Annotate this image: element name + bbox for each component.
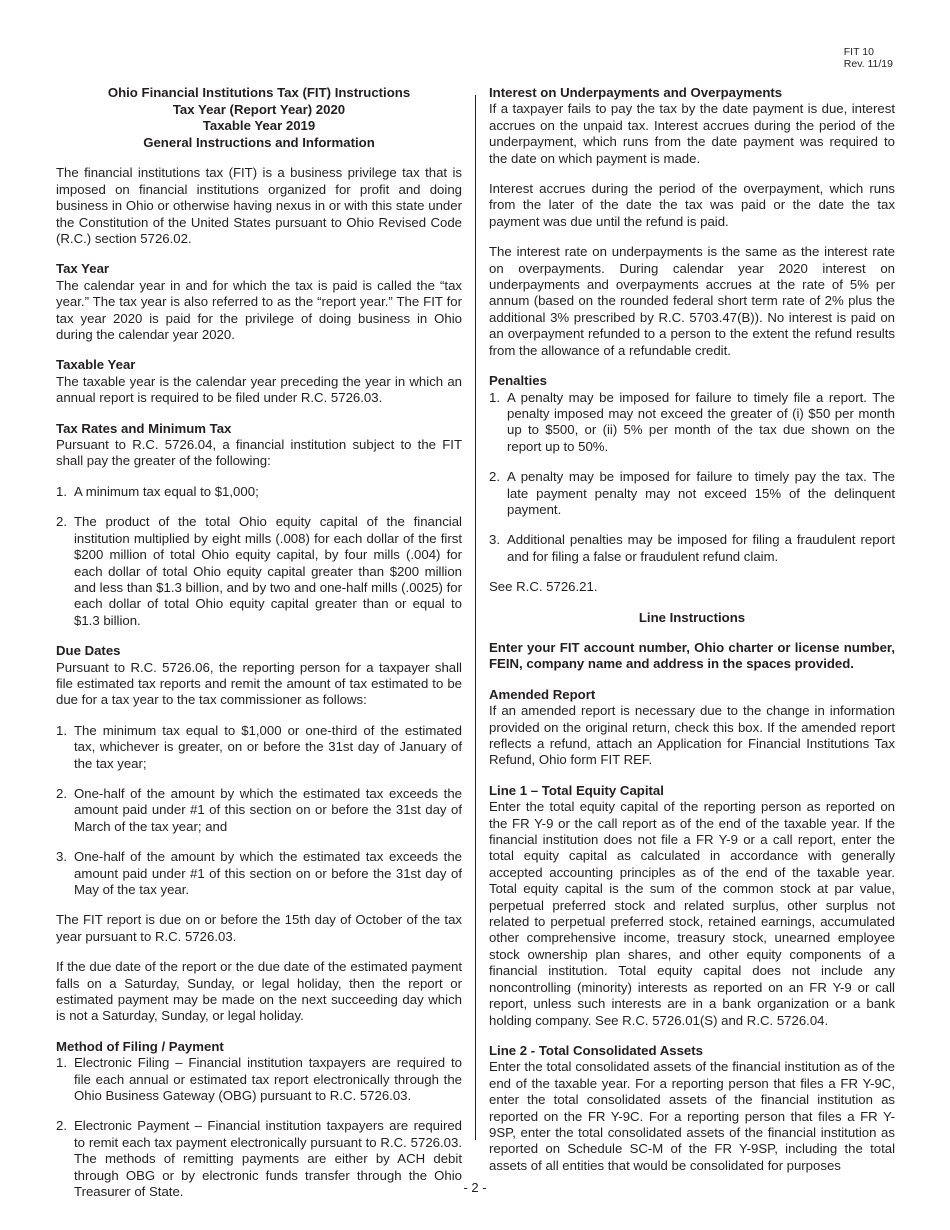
- tax-rates-heading: Tax Rates and Minimum Tax: [56, 420, 232, 436]
- taxable-year-section: [56, 357, 462, 406]
- tax-rates-section: [56, 421, 462, 470]
- amended-report-text: If an amended report is necessary due to the change in information provided on the original return, check this box. If the amended report reflects a refund, attach an Application for Financial Institutions Tax Refund, Ohio form FIT REF.: [489, 703, 895, 768]
- form-revision: Rev. 11/19: [843, 58, 893, 70]
- due-date-report-paragraph: The FIT report is due on or before the 15th day of October of the tax year pursuant to R.C. 5726.03.: [56, 912, 462, 944]
- due-date-holiday-paragraph: If the due date of the report or the due date of the estimated payment falls on a Saturday, Sunday, or legal holiday, then the report or estimated payment may be made on the next succeeding day which is not a Saturday, Sunday, or legal holiday.: [56, 959, 462, 1024]
- tax-rates-text: Pursuant to R.C. 5726.04, a financial institution subject to the FIT shall pay the greater of the following:: [56, 437, 462, 469]
- list-item: 1. Electronic Filing – Financial institution taxpayers are required to file each annual or estimated tax report electronically through the Ohio Business Gateway (OBG) pursuant to R.C. 5726.03.: [56, 1055, 462, 1104]
- title-line-4: General Instructions and Information: [143, 134, 375, 150]
- column-divider: [475, 95, 476, 1140]
- left-column: [56, 85, 462, 1215]
- amended-report-section: [489, 687, 895, 769]
- method-heading: Method of Filing / Payment: [56, 1038, 224, 1054]
- line-2-section: [489, 1043, 895, 1174]
- line-1-text: Enter the total equity capital of the reporting person as reported on the FR Y-9 or the call report as of the end of the taxable year. If the financial institution does not file a FR Y-9 or a call report, enter the total equity capital as calculated in accordance with generally accepted accounting principles as of the end of the taxable year. Total equity capital is the sum of the common stock at par value, perpetual preferred stock and related surplus, other surplus not related to perpetual preferred stock, retained earnings, accumulated other comprehensive income, treasury stock, unearned employee stock ownership plan shares, and other equity components of a financial institution. Total equity capital does not include any noncontrolling (minority) interests as reported on an FR Y-9 or call report, unless such interests are in a bank organization or a bank holding company. See R.C. 5726.01(S) and R.C. 5726.04.: [489, 799, 895, 1028]
- list-item: 3. One-half of the amount by which the estimated tax exceeds the amount paid under #1 of this section on or before the 31st day of May of the tax year.: [56, 849, 462, 897]
- tax-year-heading: Tax Year: [56, 261, 110, 277]
- interest-paragraph-1: If a taxpayer fails to pay the tax by the date payment is due, interest accrues on the unpaid tax. Interest accrues during the period of the underpayment, which runs from the date payment was required to the date on which payment is made.: [489, 101, 895, 166]
- tax-year-text: The calendar year in and for which the tax is paid is called the “tax year.” The tax year is also referred to as the “report year.” The FIT for tax year 2020 is paid for the privilege of doing business in Ohio during the calendar year 2020.: [56, 277, 462, 343]
- title-line-3: Taxable Year 2019: [202, 118, 316, 134]
- title-line-2: Tax Year (Report Year) 2020: [172, 101, 346, 117]
- interest-section: [489, 85, 895, 167]
- list-item: 1. A minimum tax equal to $1,000;: [56, 483, 259, 499]
- tax-year-section: [56, 261, 462, 343]
- taxable-year-heading: Taxable Year: [56, 357, 136, 373]
- list-item: 2. Electronic Payment – Financial institution taxpayers are required to remit each tax payment electronically pursuant to R.C. 5726.03. The methods of remitting payments are either by ACH debit through OBG or by electronic funds transfer through the Ohio Treasurer of State.: [56, 1118, 462, 1200]
- interest-heading: Interest on Underpayments and Overpayments: [489, 85, 783, 100]
- right-column: [489, 85, 895, 1188]
- line-2-text: Enter the total consolidated assets of the financial institution as of the end of the taxable year. For a reporting person that files a FR Y-9C, enter the total consolidated assets of the financial institution as reported on the FR Y-9C. For a reporting person that files a FR Y-9SP, enter the total consolidated assets of the financial institution as reported on Schedule SC-M of the FR Y-9SP, including the total assets of all entities that would be consolidated for purposes: [489, 1059, 895, 1173]
- amended-report-heading: Amended Report: [489, 686, 596, 702]
- line-1-heading: Line 1 – Total Equity Capital: [489, 782, 664, 798]
- line-2-heading: Line 2 - Total Consolidated Assets: [489, 1042, 703, 1058]
- page-number: - 2 -: [463, 1180, 487, 1195]
- form-id: FIT 10: [843, 46, 874, 58]
- list-item: 2. The product of the total Ohio equity capital of the financial institution multiplied by eight mills (.008) for each dollar of the first $200 million of total Ohio equity capital, by four mills (.004) for each dollar of total Ohio equity capital greater than $200 million and less than $1.3 billion, and by two and one-half mills (.0025) for each dollar of total Ohio equity capital greater than or equal to $1.3 billion.: [56, 514, 462, 628]
- penalties-list: [489, 390, 895, 566]
- line-1-section: [489, 783, 895, 1029]
- list-item: 1. A penalty may be imposed for failure to timely file a report. The penalty imposed may not exceed the greater of (i) $50 per month up to $500, or (ii) 5% per month of the tax due shown on the report up to 50%.: [489, 389, 895, 454]
- list-item: 1. The minimum tax equal to $1,000 or one-third of the estimated tax, whichever is greater, on or before the 31st day of January of the tax year;: [56, 722, 462, 771]
- list-item: 2. A penalty may be imposed for failure to timely pay the tax. The late payment penalty may not exceed 15% of the delinquent payment.: [489, 469, 895, 517]
- tax-rates-list: [56, 484, 462, 629]
- interest-paragraph-2: Interest accrues during the period of the overpayment, which runs from the later of the date the tax was paid or the date the tax payment was due until the refund is paid.: [489, 181, 895, 229]
- list-item: 3. Additional penalties may be imposed for filing a fraudulent report and for filing a false or fraudulent refund claim.: [489, 532, 895, 564]
- form-identifier: [844, 46, 893, 70]
- list-item: 2. One-half of the amount by which the estimated tax exceeds the amount paid under #1 of this section on or before the 31st day of March of the tax year; and: [56, 785, 462, 834]
- line-instructions-heading: Line Instructions: [638, 609, 746, 625]
- intro-paragraph: The financial institutions tax (FIT) is a business privilege tax that is imposed on financial institutions organized for profit and doing business in Ohio or otherwise having nexus in or with this state under the Constitution of the United States pursuant to Ohio Revised Code (R.C.) section 5726.02.: [56, 165, 462, 246]
- taxable-year-text: The taxable year is the calendar year preceding the year in which an annual report is required to be filed under R.C. 5726.03.: [56, 373, 462, 406]
- due-dates-list: [56, 723, 462, 899]
- interest-paragraph-3: The interest rate on underpayments is the same as the interest rate on overpayments. During calendar year 2020 interest on underpayments and overpayments accrues at the rate of 5% per annum (based on the rounded federal short term rate of 2% plus the additional 3% prescribed by R.C. 5703.47(B)). No interest is paid on an overpayment refunded to a person to the extent the refund results from the allowance of a refundable credit.: [489, 244, 895, 358]
- penalties-heading: Penalties: [489, 373, 547, 389]
- due-dates-section: [56, 643, 462, 709]
- method-list: [56, 1055, 462, 1200]
- due-dates-text: Pursuant to R.C. 5726.06, the reporting person for a taxpayer shall file estimated tax reports and remit the amount of tax estimated to be due for a tax year to the tax commissioner as follows:: [56, 659, 462, 708]
- due-dates-heading: Due Dates: [56, 643, 121, 659]
- line-instructions-bold-text: Enter your FIT account number, Ohio charter or license number, FEIN, company name and address in the spaces provided.: [489, 639, 895, 672]
- title-line-1: Ohio Financial Institutions Tax (FIT) Instructions: [107, 85, 411, 100]
- penalties-reference: See R.C. 5726.21.: [489, 579, 598, 595]
- document-title: [56, 85, 462, 151]
